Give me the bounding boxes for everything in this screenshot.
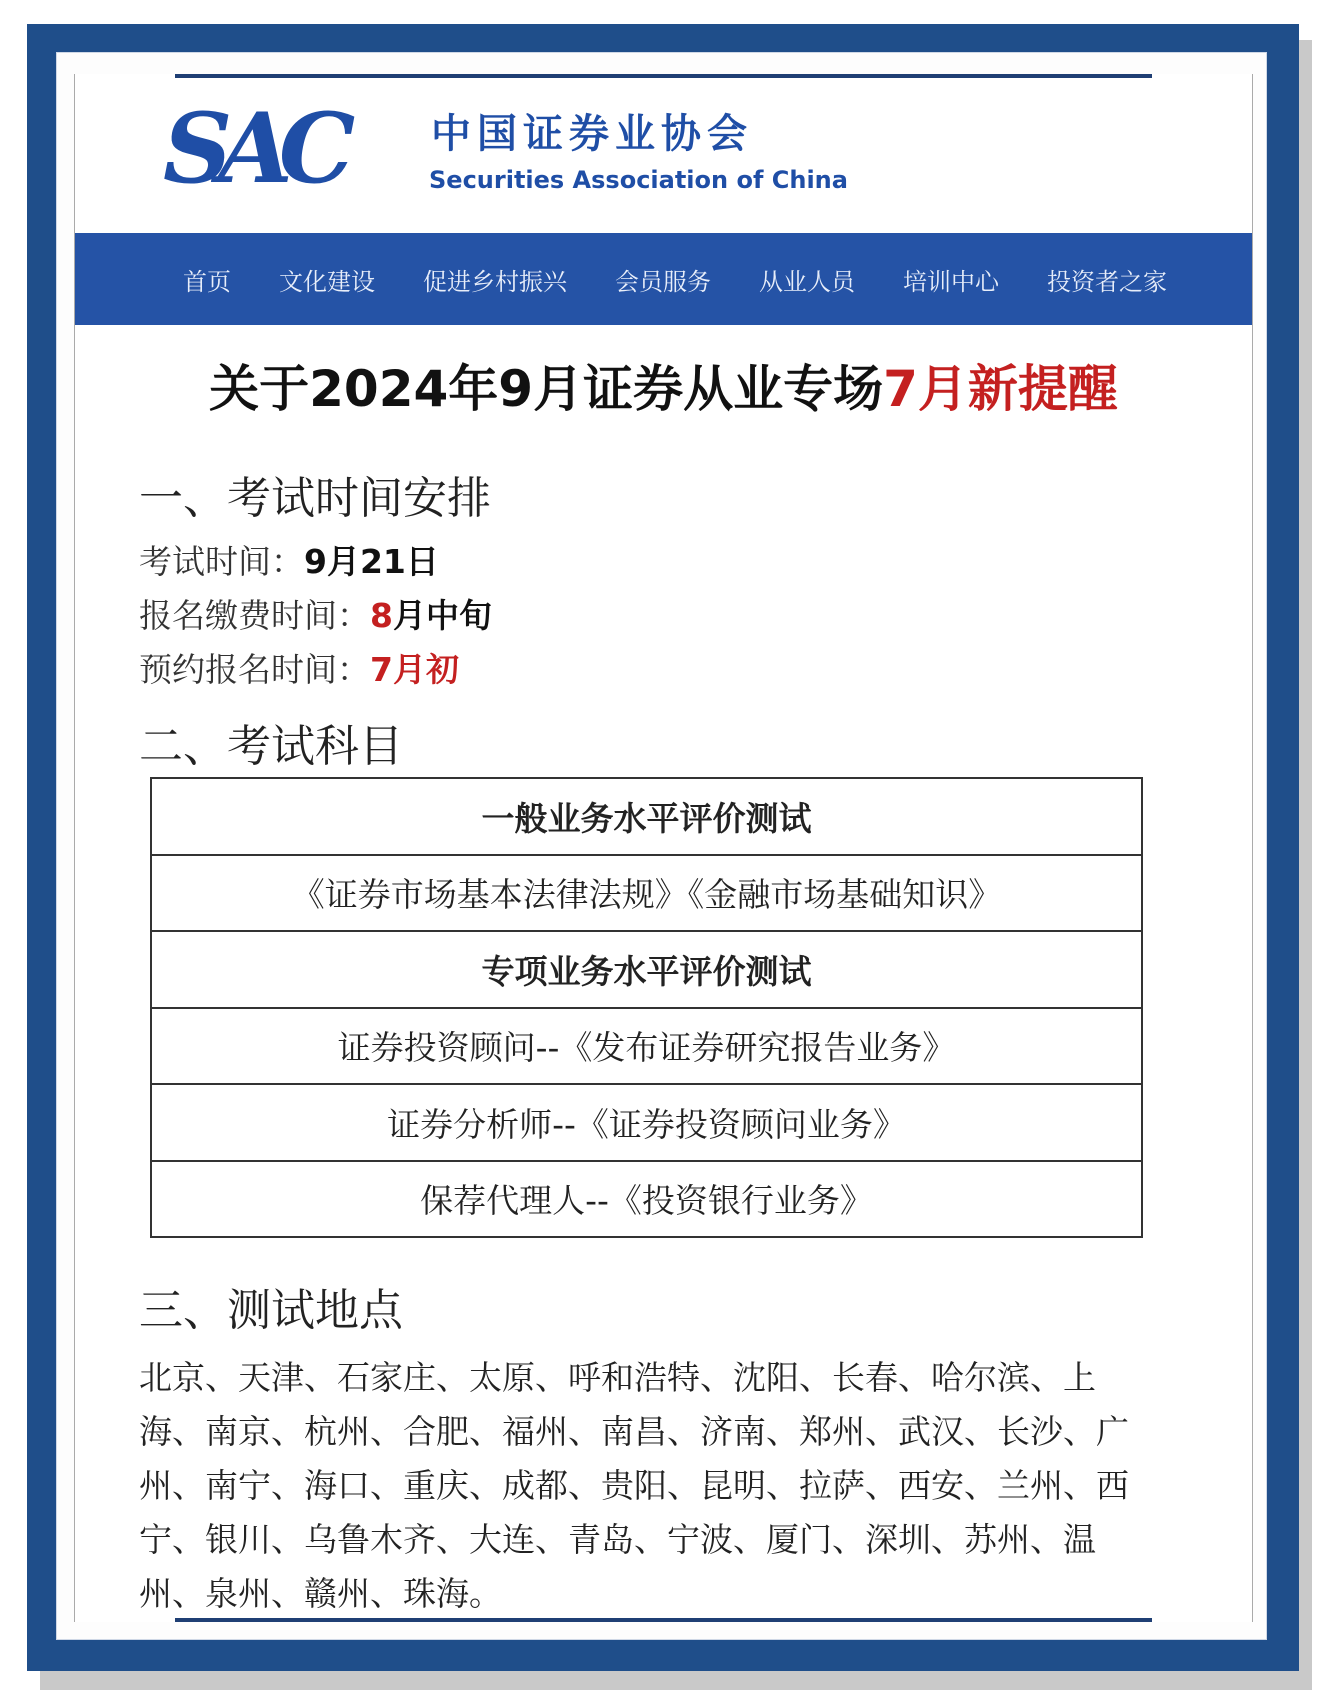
nav-item-investor[interactable]: 投资者之家 xyxy=(1047,267,1167,296)
section2-heading: 二、考试科目 xyxy=(139,721,403,772)
table-cell: 证券投资顾问--《发布证券研究报告业务》 xyxy=(151,1008,1142,1085)
table-cell: 证券分析师--《证券投资顾问业务》 xyxy=(151,1084,1142,1161)
table-cell: 专项业务水平评价测试 xyxy=(151,931,1142,1008)
value: 月中旬 xyxy=(392,596,492,635)
title-highlight: 7月新提醒 xyxy=(883,360,1118,418)
table-row xyxy=(151,1084,1142,1161)
divider xyxy=(175,1618,1152,1622)
payment-period xyxy=(139,590,492,637)
value-red: 8 xyxy=(370,596,393,635)
nav-item-rural[interactable]: 促进乡村振兴 xyxy=(423,267,567,296)
table-cell: 保荐代理人--《投资银行业务》 xyxy=(151,1161,1142,1238)
nav-item-member[interactable]: 会员服务 xyxy=(615,267,711,296)
table-row xyxy=(151,855,1142,932)
section1-heading: 一、考试时间安排 xyxy=(139,473,491,524)
exam-date xyxy=(139,536,439,583)
nav-item-practitioners[interactable]: 从业人员 xyxy=(759,267,855,296)
table-row xyxy=(151,931,1142,1008)
divider xyxy=(175,74,1152,78)
label: 考试时间： xyxy=(139,542,304,581)
notice-content xyxy=(74,74,1253,1622)
section3-heading: 三、测试地点 xyxy=(139,1285,403,1336)
value-red: 7月初 xyxy=(370,650,459,689)
table-row xyxy=(151,1161,1142,1238)
page-title xyxy=(75,349,1252,421)
nav-item-home[interactable]: 首页 xyxy=(183,267,231,296)
sac-logo: SAC xyxy=(163,92,342,205)
table-row xyxy=(151,1008,1142,1085)
nav-item-culture[interactable]: 文化建设 xyxy=(279,267,375,296)
value: 9月21日 xyxy=(304,542,439,581)
city-list: 北京、天津、石家庄、太原、呼和浩特、沈阳、长春、哈尔滨、上海、南京、杭州、合肥、福州、南昌、济南、郑州、武汉、长沙、广州、南宁、海口、重庆、成都、贵阳、昆明、拉萨、西安、兰州、西宁、银川、乌鲁木齐、大连、青岛、宁波、厦门、深圳、苏州、温州、泉州、赣州、珠海。 xyxy=(139,1358,1129,1613)
nav-bar xyxy=(75,233,1252,325)
title-main: 关于2024年9月证券从业专场 xyxy=(209,360,884,418)
table-row xyxy=(151,778,1142,855)
booking-period xyxy=(139,644,459,691)
table-cell: 《证券市场基本法律法规》《金融市场基础知识》 xyxy=(151,855,1142,932)
org-name-en: Securities Association of China xyxy=(429,166,848,194)
subjects-table xyxy=(150,777,1143,1238)
label: 报名缴费时间： xyxy=(139,596,370,635)
table-cell: 一般业务水平评价测试 xyxy=(151,778,1142,855)
nav-item-training[interactable]: 培训中心 xyxy=(903,267,999,296)
label: 预约报名时间： xyxy=(139,650,370,689)
org-name-cn: 中国证券业协会 xyxy=(431,111,753,157)
